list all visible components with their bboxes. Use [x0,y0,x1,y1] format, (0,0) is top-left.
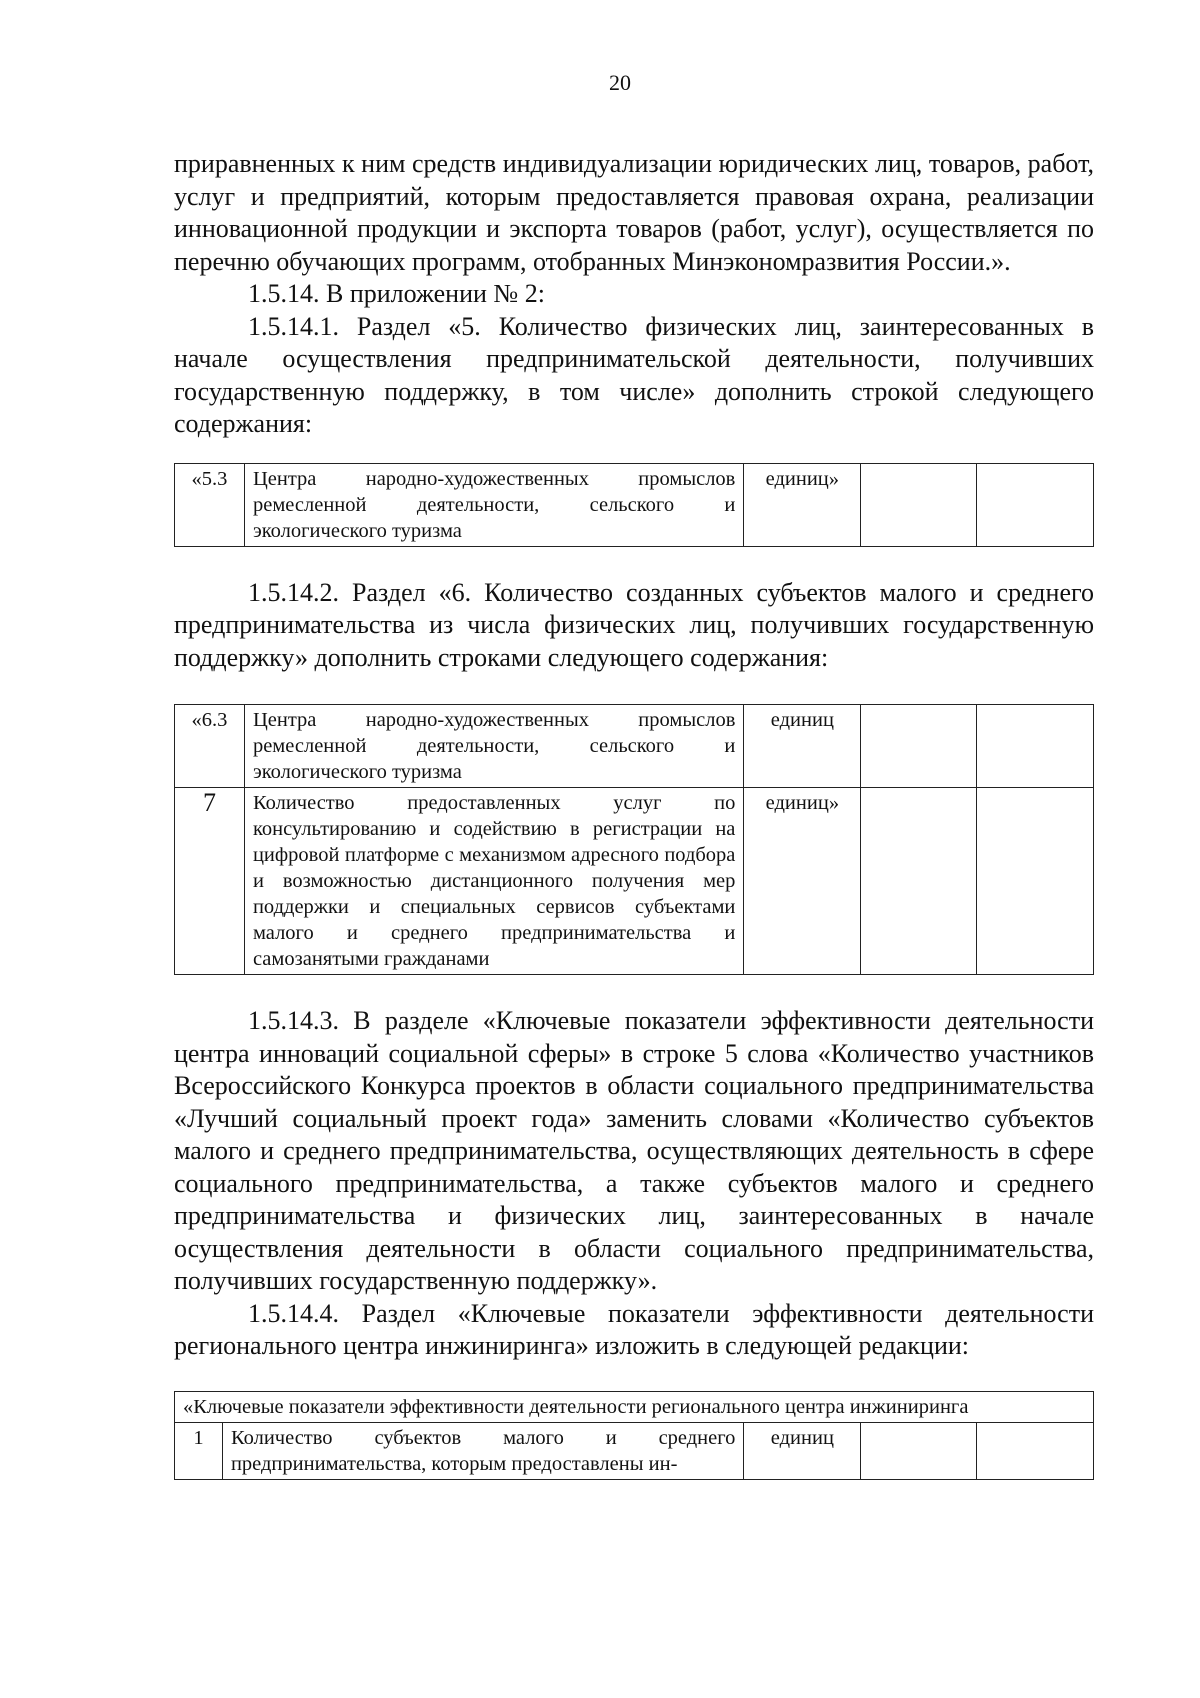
table-section-5 [174,463,1094,547]
row-unit: единиц [744,705,861,788]
row-value-cell [861,788,977,975]
row-value-cell [861,1422,977,1479]
row-value-cell [861,463,977,546]
row-description: Количество предоставленных услуг по консультированию и содействию в регистрации на цифровой платформе с механизмом адресного подбора и возможностью дистанционного получения мер поддержки и специальных сервисов субъектами малого и среднего предпринимательства и самозанятыми гражданами [244,788,743,975]
document-body [174,148,1094,1480]
paragraph-1-5-14-1: 1.5.14.1. Раздел «5. Количество физических лиц, заинтересованных в начале осуществления предпринимательской деятельности, получивших государственную поддержку, в том числе» дополнить строкой следующего содержания: [174,311,1094,438]
table-engineering-center [174,1391,1094,1480]
row-description: Количество субъектов малого и среднего предпринимательства, которым предоставлены ин- [222,1422,743,1479]
paragraph-continuation: приравненных к ним средств индивидуализации юридических лиц, товаров, работ, услуг и предприятий, которым предоставляется правовая охрана, реализации инновационной продукции и экспорта товаров (работ, услуг), осуществляется по перечню обучающих программ, отобранных Минэкономразвития России.». [174,149,1094,276]
table-row [175,1422,1094,1479]
row-number: «6.3 [175,705,245,788]
row-value-cell [977,1422,1094,1479]
paragraph-1-5-14-4: 1.5.14.4. Раздел «Ключевые показатели эффективности деятельности регионального центра инжиниринга» изложить в следующей редакции: [174,1298,1094,1360]
row-unit: единиц» [744,463,861,546]
table-row [175,705,1094,788]
row-value-cell [861,705,977,788]
table-section-6 [174,704,1094,975]
paragraph-1-5-14-2: 1.5.14.2. Раздел «6. Количество созданных субъектов малого и среднего предпринимательства из числа физических лиц, получивших государственную поддержку» дополнить строками следующего содержания: [174,577,1094,672]
row-description: Центра народно-художественных промыслов ремесленной деятельности, сельского и экологического туризма [244,705,743,788]
table-header-row [175,1391,1094,1422]
table-row [175,463,1094,546]
row-description: Центра народно-художественных промыслов ремесленной деятельности, сельского и экологического туризма [244,463,743,546]
row-unit: единиц» [744,788,861,975]
row-number: «5.3 [175,463,245,546]
row-unit: единиц [744,1422,861,1479]
paragraph-1-5-14-3: 1.5.14.3. В разделе «Ключевые показатели эффективности деятельности центра инноваций социальной сферы» в строке 5 слова «Количество участников Всероссийского Конкурса проектов в области социального предпринимательства «Лучший социальный проект года» заменить словами «Количество субъектов малого и среднего предпринимательства, осуществляющих деятельность в сфере социального предпринимательства, а также субъектов малого и среднего предпринимательства и физических лиц, заинтересованных в начале осуществления деятельности в области социального предпринимательства, получивших государственную поддержку». [174,1006,1094,1295]
paragraph-1-5-14: 1.5.14. В приложении № 2: [248,279,545,308]
row-number: 1 [175,1422,223,1479]
row-value-cell [977,463,1094,546]
page-number: 20 [609,70,631,95]
row-value-cell [977,705,1094,788]
row-value-cell [977,788,1094,975]
table-header: «Ключевые показатели эффективности деятельности регионального центра инжиниринга [175,1391,1094,1422]
row-number: 7 [175,788,245,975]
table-row [175,788,1094,975]
